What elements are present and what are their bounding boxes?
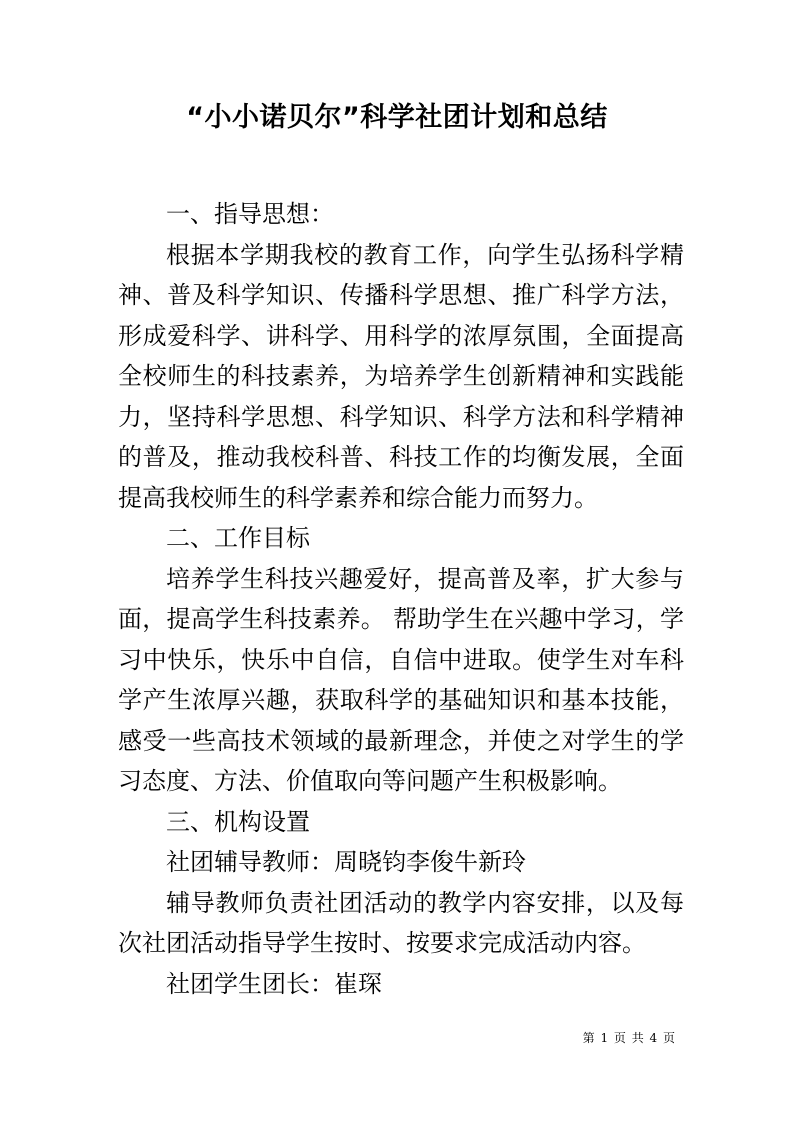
document-title: “小小诺贝尔”科学社团计划和总结 [186,102,608,133]
document-body [118,194,684,1004]
section-heading-organization: 三、机构设置 [166,807,310,836]
paragraph-tutors: 社团辅导教师：周晓钧李俊牛新玲 [166,848,526,876]
paragraph-work-goals: 培养学生科技兴趣爱好，提高普及率，扩大参与面，提高学生科技素养。 帮助学生在兴趣中学习，学习中快乐，快乐中自信，自信中进取。使学生对车科学产生浓厚兴趣，获取科学的基础知识和基本技能，感受一些高技术领域的最新理念，并使之对学生的学习态度、方法、价值取向等问题产生积极影响。 [118,564,684,795]
paragraph-tutor-duties: 辅导教师负责社团活动的教学内容安排，以及每次社团活动指导学生按时、按要求完成活动内容。 [118,888,684,957]
paragraph-guiding-ideology: 根据本学期我校的教育工作，向学生弘扬科学精神、普及科学知识、传播科学思想、推广科学方法，形成爱科学、讲科学、用科学的浓厚氛围，全面提高全校师生的科技素养，为培养学生创新精神和实践能力，坚持科学思想、科学知识、科学方法和科学精神的普及，推动我校科普、科技工作的均衡发展，全面提高我校师生的科学素养和综合能力而努力。 [118,240,684,512]
paragraph-student-leader: 社团学生团长：崔琛 [166,969,382,998]
page-number-footer: 第 1 页 共 4 页 [582,1031,676,1045]
section-heading-work-goals: 二、工作目标 [166,524,310,552]
section-heading-guiding-ideology: 一、指导思想： [166,200,334,228]
